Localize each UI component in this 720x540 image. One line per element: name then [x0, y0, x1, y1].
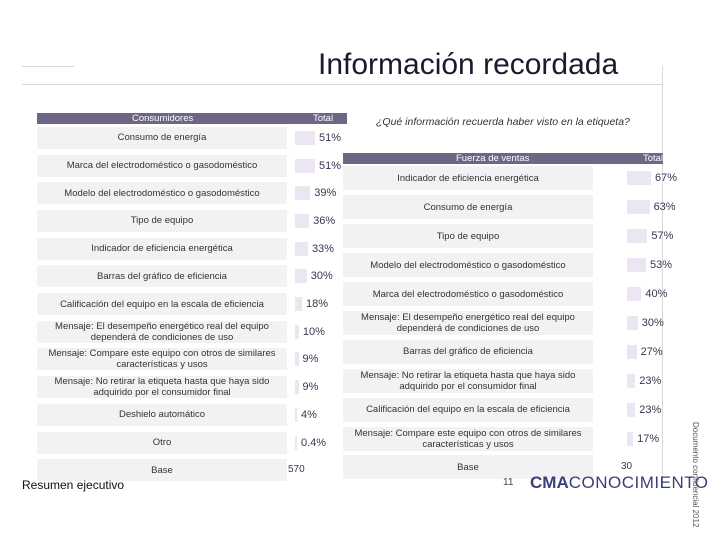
table-row [37, 290, 347, 318]
value-label: 27% [640, 345, 663, 358]
table-row [37, 401, 347, 429]
table-row [343, 164, 678, 193]
value-label: 33% [311, 242, 334, 255]
table-row [343, 193, 676, 222]
value-bar [295, 186, 310, 200]
value-bar [627, 403, 635, 417]
row-label: Consumo de energía [423, 201, 513, 213]
row-label: Indicador de eficiencia energética [91, 243, 233, 255]
value-bar [295, 408, 297, 422]
value-label: 30% [310, 270, 333, 283]
row-label: Mensaje: No retirar la etiqueta hasta que haya sido adquirido por el consumidor final [360, 369, 576, 392]
sales-force-header-total: Total [643, 153, 664, 164]
row-label: Tipo de equipo [436, 230, 500, 242]
table-row [37, 318, 347, 346]
table-row [37, 373, 347, 401]
value-bar [295, 436, 297, 450]
value-label: 63% [653, 201, 676, 214]
row-label: Mensaje: Compare este equipo con otros de similares características y usos [354, 427, 582, 450]
value-label: 51% [319, 159, 342, 172]
value-bar [627, 316, 638, 330]
base-value: 570 [288, 464, 305, 476]
confidential-note: Documento confidencial 2012 [691, 422, 700, 528]
row-label: Deshielo automático [118, 409, 206, 421]
value-label: 30% [641, 316, 664, 329]
value-label: 36% [313, 214, 336, 227]
value-label: 67% [655, 172, 678, 185]
page-title: Información recordada [318, 48, 619, 81]
value-label: 18% [306, 298, 329, 311]
table-row [37, 429, 347, 457]
table-row [343, 222, 674, 251]
row-label: Barras del gráfico de eficiencia [403, 346, 533, 358]
base-value: 30 [621, 461, 633, 473]
value-label: 23% [639, 403, 662, 416]
value-bar [627, 200, 650, 214]
row-label: Marca del electrodoméstico o gasodoméstico [66, 160, 258, 172]
row-label: Mensaje: El desempeño energético real del equipo dependerá de condiciones de uso [55, 320, 269, 343]
value-bar [295, 159, 315, 173]
value-bar [295, 214, 309, 228]
footer-section-label: Resumen ejecutivo [22, 478, 125, 492]
value-label: 0.4% [301, 436, 327, 449]
row-label: Indicador de eficiencia energética [397, 172, 539, 184]
value-label: 57% [651, 230, 674, 243]
value-label: 10% [302, 325, 325, 338]
value-bar [295, 269, 307, 283]
page-number: 11 [503, 477, 514, 488]
value-bar [295, 242, 308, 256]
top-left-divider [22, 66, 74, 67]
value-bar [295, 325, 299, 339]
table-row [343, 366, 663, 395]
consumers-table [37, 113, 347, 478]
company-logo [530, 473, 709, 493]
row-label: Modelo del electrodoméstico o gasodoméstico [370, 259, 566, 271]
table-row [343, 395, 663, 424]
value-label: 40% [645, 288, 668, 301]
row-label: Consumo de energía [117, 132, 207, 144]
row-label: Mensaje: Compare este equipo con otros de similares características y usos [48, 348, 276, 371]
sales-force-header-label: Fuerza de ventas [456, 153, 530, 164]
row-label: Marca del electrodoméstico o gasodoméstico [372, 288, 564, 300]
value-bar [627, 432, 633, 446]
logo-part-1: CMA [530, 473, 569, 492]
sales-force-table [343, 153, 678, 473]
row-label: Mensaje: El desempeño energético real del equipo dependerá de condiciones de uso [361, 311, 575, 334]
table-row [343, 309, 663, 338]
table-row [343, 424, 663, 453]
row-label: Otro [152, 437, 172, 449]
table-row [37, 235, 347, 263]
table-row [343, 337, 663, 366]
logo-part-2: CONOCIMIENTO [568, 473, 709, 492]
value-bar [627, 287, 641, 301]
base-label: Base [457, 461, 479, 473]
value-bar [627, 258, 646, 272]
value-label: 4% [301, 408, 317, 421]
row-label: Barras del gráfico de eficiencia [97, 270, 227, 282]
row-label: Calificación del equipo en la escala de eficiencia [366, 404, 570, 416]
table-row [343, 280, 668, 309]
base-label: Base [151, 464, 173, 476]
table-row [343, 251, 673, 280]
top-divider [22, 84, 662, 85]
value-label: 53% [649, 259, 673, 272]
value-label: 23% [639, 374, 662, 387]
value-label: 17% [637, 432, 660, 445]
value-bar [295, 352, 299, 366]
value-bar [627, 229, 647, 243]
value-label: 51% [319, 131, 342, 144]
value-bar [295, 131, 315, 145]
table-row [37, 207, 347, 235]
table-row [37, 346, 347, 374]
value-bar [295, 297, 302, 311]
value-bar [627, 171, 651, 185]
value-label: 39% [314, 187, 337, 200]
survey-question: ¿Qué información recuerda haber visto en la etiqueta? [376, 116, 630, 128]
consumers-header-label: Consumidores [132, 113, 194, 124]
value-bar [295, 380, 299, 394]
row-label: Mensaje: No retirar la etiqueta hasta que haya sido adquirido por el consumidor final [54, 376, 270, 399]
table-row [37, 263, 347, 291]
row-label: Modelo del electrodoméstico o gasodoméstico [64, 187, 260, 199]
table-row [37, 152, 347, 180]
table-row [37, 179, 347, 207]
table-row [37, 124, 347, 152]
consumers-header-total: Total [313, 113, 334, 124]
value-label: 9% [302, 381, 319, 394]
value-bar [627, 374, 635, 388]
row-label: Calificación del equipo en la escala de eficiencia [60, 298, 264, 310]
value-label: 9% [302, 353, 319, 366]
row-label: Tipo de equipo [130, 215, 194, 227]
value-bar [627, 345, 637, 359]
